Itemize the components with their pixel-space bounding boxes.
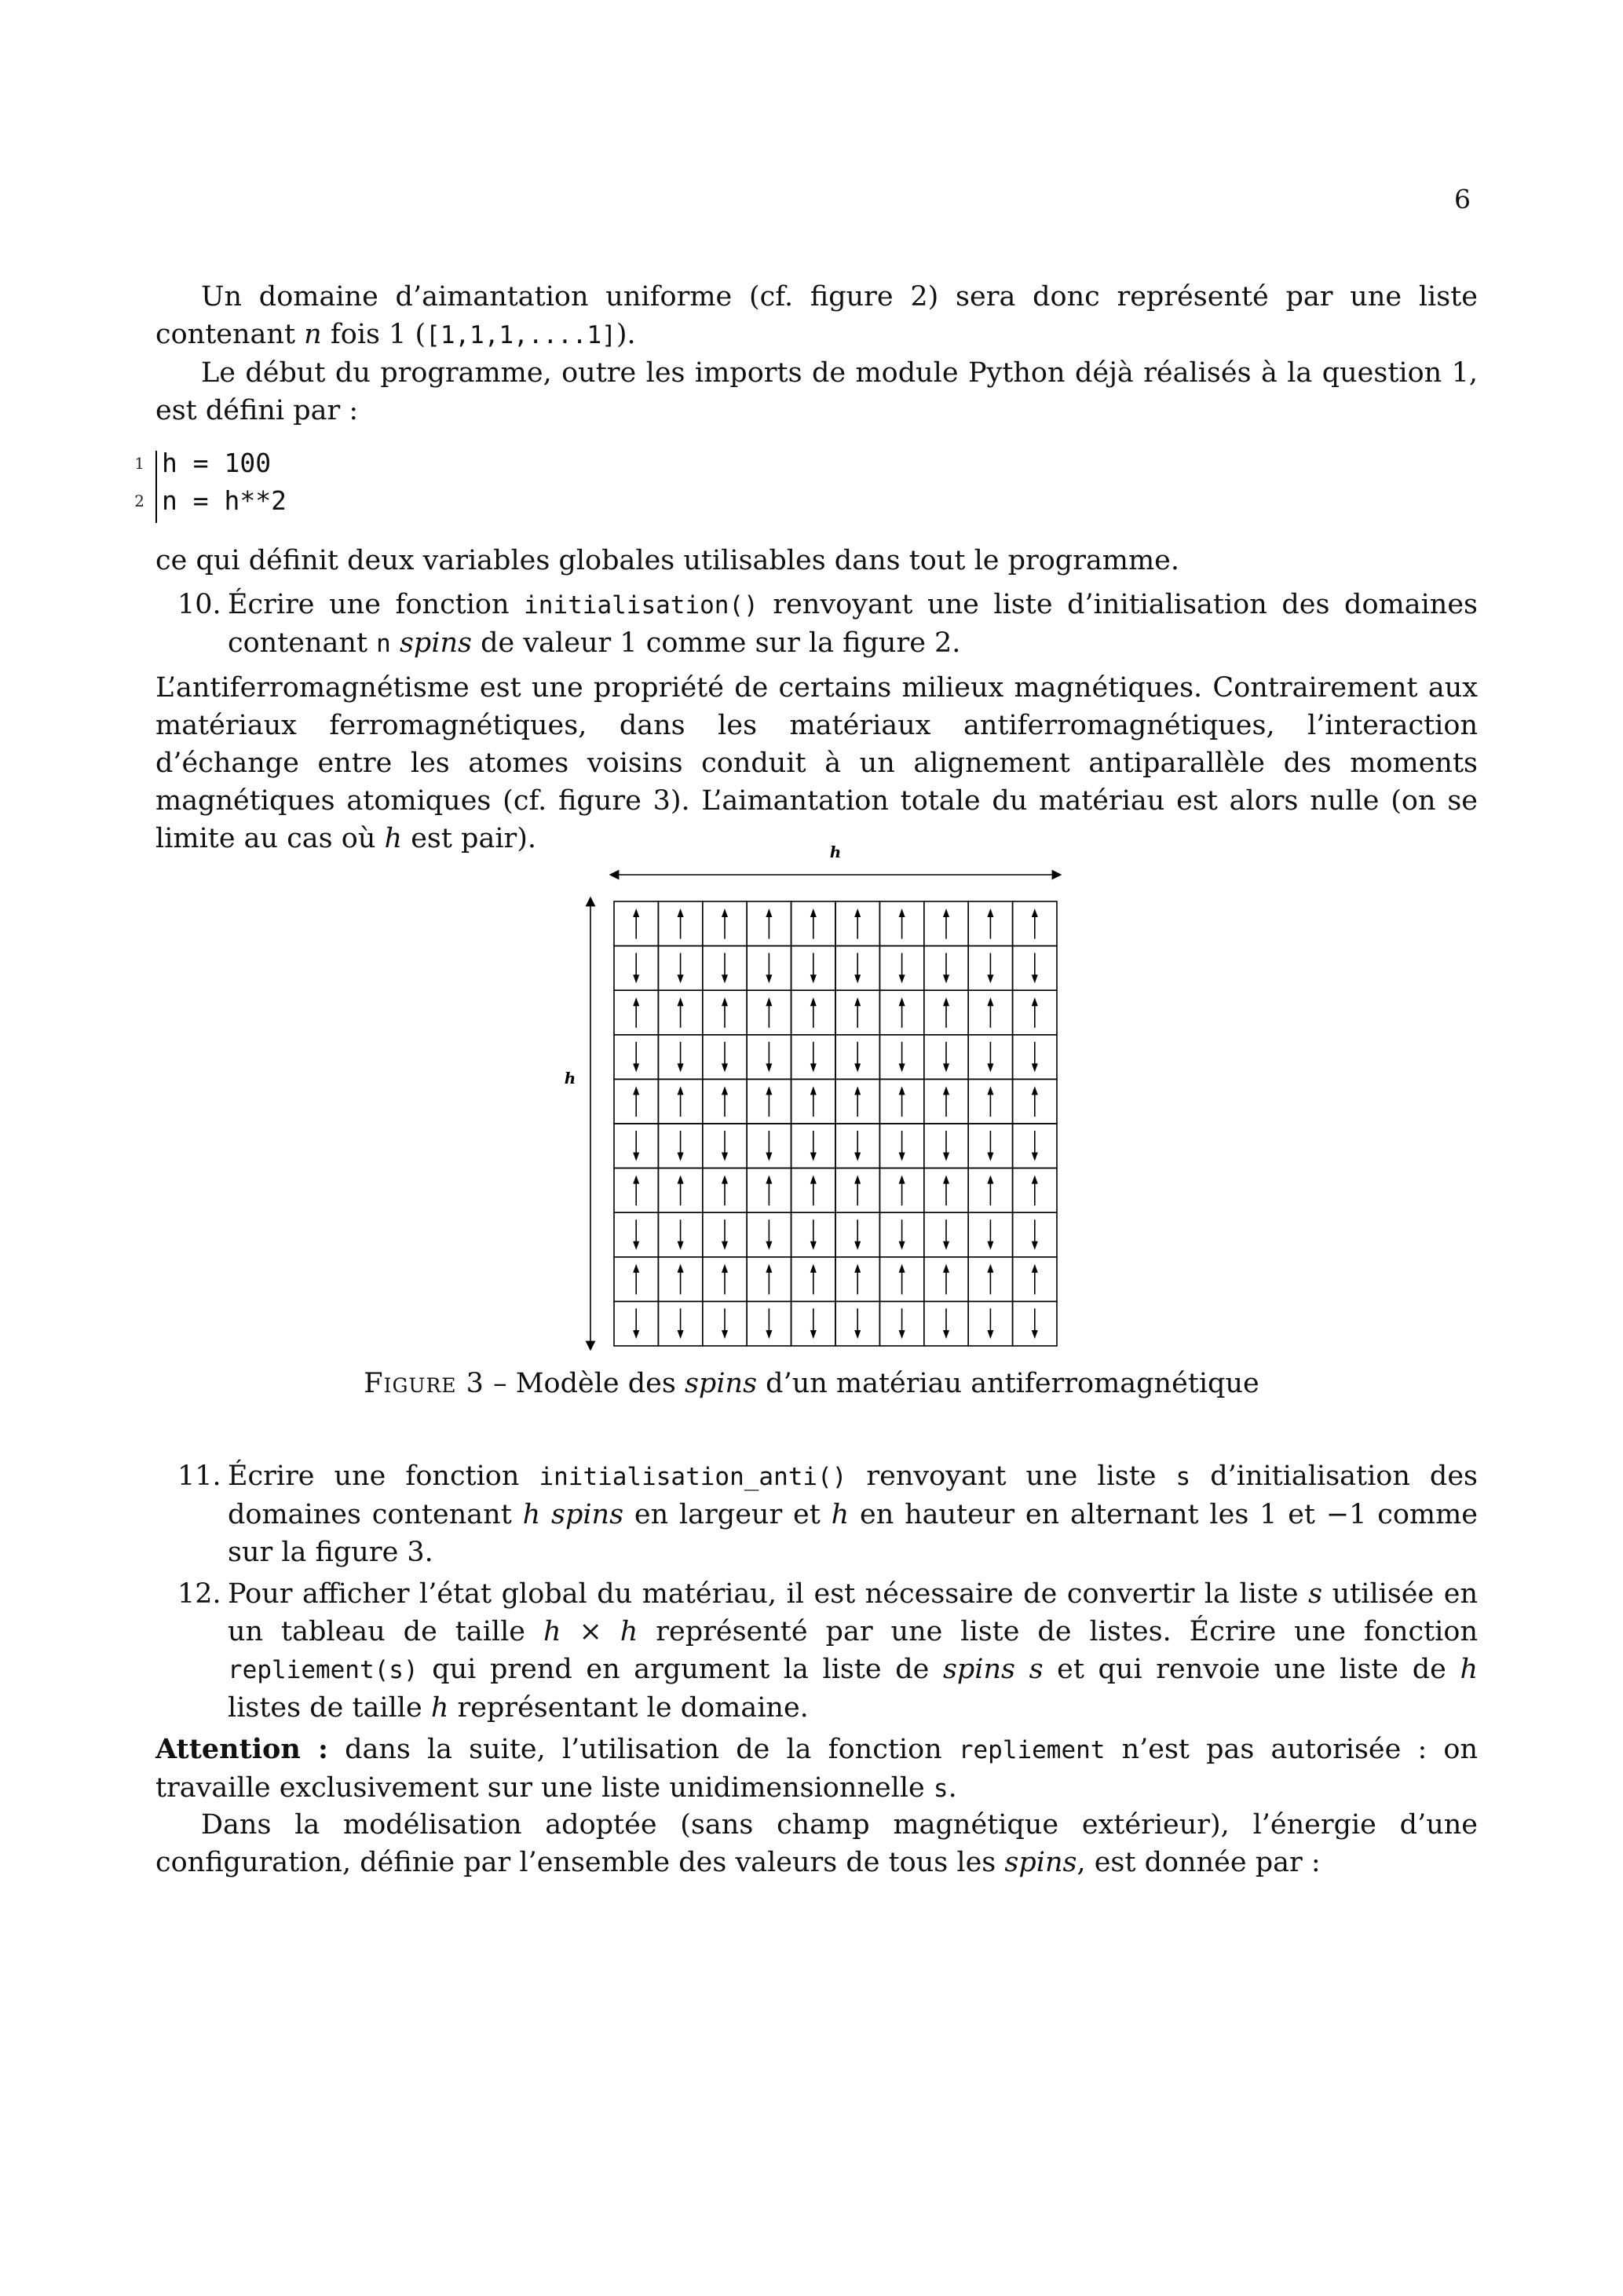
spin-down-arrowhead xyxy=(943,1153,949,1161)
question-10: 10. Écrire une fonction initialisation() renvoyant une liste d’initialisation des domaines contenant n spins de valeur 1 comme sur la figure 2. xyxy=(177,589,1479,659)
spin-down-arrowhead xyxy=(633,1153,639,1161)
spin-down-arrowhead xyxy=(633,1330,639,1339)
spin-up-arrowhead xyxy=(766,1264,772,1273)
spin-up-arrowhead xyxy=(943,997,949,1006)
spin-down-arrowhead xyxy=(810,974,817,983)
spin-up-arrowhead xyxy=(766,909,772,917)
attention-note: Attention : dans la suite, l’utilisation de la fonction repliement n’est pas autorisée : on travaille exclusivement sur une liste unidimensionnelle s. xyxy=(155,1733,1478,1804)
spin-up-arrowhead xyxy=(943,1175,949,1184)
spin-down-arrowhead xyxy=(943,1330,949,1339)
spin-up-arrowhead xyxy=(810,1175,817,1184)
spin-up-arrowhead xyxy=(722,1086,728,1095)
spin-down-arrowhead xyxy=(899,1153,905,1161)
spin-down-arrowhead xyxy=(899,1330,905,1339)
spin-up-arrowhead xyxy=(987,1264,993,1273)
spin-up-arrowhead xyxy=(810,997,817,1006)
paragraph-antiferro: L’antiferromagnétisme est une propriété de certains milieux magnétiques. Contrairement aux matériaux ferromagnétiques, dans les matériaux antiferromagnétiques, l’interaction d’échange entre les atomes voisins conduit à un alignement antiparallèle des moments magnétiques atomiques (cf. figure 3). L’aimantation totale du matériau est alors nulle (on se limite au cas où h est pair). xyxy=(155,672,1478,854)
spin-up-arrowhead xyxy=(943,1264,949,1273)
spin-grid xyxy=(614,901,1057,1346)
spin-up-arrowhead xyxy=(1032,1086,1038,1095)
spin-down-arrowhead xyxy=(899,1241,905,1250)
paragraph-program-start: Le début du programme, outre les imports de module Python déjà réalisés à la question 1, est défini par : xyxy=(155,357,1478,426)
spin-down-arrowhead xyxy=(722,1063,728,1072)
spin-up-arrowhead xyxy=(1032,1264,1038,1273)
paragraph-global-vars: ce qui définit deux variables globales utilisables dans tout le programme. xyxy=(155,545,1180,576)
spin-up-arrowhead xyxy=(633,1264,639,1273)
spin-down-arrowhead xyxy=(766,974,772,983)
spin-down-arrowhead xyxy=(1032,974,1038,983)
spin-grid-diagram xyxy=(550,832,1115,1351)
spin-up-arrowhead xyxy=(854,909,861,917)
spin-up-arrowhead xyxy=(678,1175,684,1184)
spin-up-arrowhead xyxy=(678,997,684,1006)
question-12: 12. Pour afficher l’état global du matériau, il est nécessaire de convertir la liste s utilisée en un tableau de taille h × h représenté par une liste de listes. Écrire une fonction repliement(s) qui prend en argument la liste de spins s et qui renvoie une liste de h listes de taille h représentant le domaine. xyxy=(177,1578,1478,1724)
spin-up-arrowhead xyxy=(722,997,728,1006)
spin-down-arrowhead xyxy=(766,1241,772,1250)
spin-down-arrowhead xyxy=(943,974,949,983)
question-11: 11. Écrire une fonction initialisation_anti() renvoyant une liste s d’initialisation des domaines contenant h spins en largeur et h en hauteur en alternant les 1 et −1 comme sur la figure 3. xyxy=(177,1461,1479,1568)
spin-up-arrowhead xyxy=(987,997,993,1006)
spin-down-arrowhead xyxy=(810,1153,817,1161)
spin-down-arrowhead xyxy=(854,1153,861,1161)
spin-up-arrowhead xyxy=(766,1175,772,1184)
spin-up-arrowhead xyxy=(633,1175,639,1184)
spin-down-arrowhead xyxy=(987,1153,993,1161)
spin-up-arrowhead xyxy=(766,997,772,1006)
spin-down-arrowhead xyxy=(633,1063,639,1072)
spin-down-arrowhead xyxy=(678,1241,684,1250)
spin-up-arrowhead xyxy=(722,1264,728,1273)
spin-up-arrowhead xyxy=(722,1175,728,1184)
spin-down-arrowhead xyxy=(943,1241,949,1250)
figure-3 xyxy=(550,832,1115,1351)
spin-down-arrowhead xyxy=(854,1063,861,1072)
spin-up-arrowhead xyxy=(810,1264,817,1273)
spin-down-arrowhead xyxy=(722,1330,728,1339)
spin-up-arrowhead xyxy=(854,997,861,1006)
spin-up-arrowhead xyxy=(899,1264,905,1273)
page-number: 6 xyxy=(1454,184,1471,214)
spin-down-arrowhead xyxy=(678,1153,684,1161)
spin-down-arrowhead xyxy=(633,1241,639,1250)
spin-up-arrowhead xyxy=(899,1175,905,1184)
spin-up-arrowhead xyxy=(987,1175,993,1184)
spin-up-arrowhead xyxy=(943,1086,949,1095)
spin-down-arrowhead xyxy=(1032,1063,1038,1072)
spin-up-arrowhead xyxy=(633,997,639,1006)
figure-caption: Figure 3 – Modèle des spins d’un matériau antiferromagnétique xyxy=(364,1368,1259,1399)
spin-down-arrowhead xyxy=(987,1063,993,1072)
spin-up-arrowhead xyxy=(899,909,905,917)
spin-down-arrowhead xyxy=(678,1063,684,1072)
spin-up-arrowhead xyxy=(987,909,993,917)
spin-up-arrowhead xyxy=(987,1086,993,1095)
intro-paragraphs xyxy=(155,278,1478,430)
spin-up-arrowhead xyxy=(1032,997,1038,1006)
spin-up-arrowhead xyxy=(722,909,728,917)
spin-up-arrowhead xyxy=(810,909,817,917)
spin-down-arrowhead xyxy=(678,974,684,983)
spin-down-arrowhead xyxy=(1032,1241,1038,1250)
spin-down-arrowhead xyxy=(854,1241,861,1250)
spin-down-arrowhead xyxy=(810,1241,817,1250)
spin-down-arrowhead xyxy=(899,1063,905,1072)
spin-down-arrowhead xyxy=(633,974,639,983)
spin-up-arrowhead xyxy=(854,1264,861,1273)
paragraph-energy: Dans la modélisation adoptée (sans champ magnétique extérieur), l’énergie d’une configuration, définie par l’ensemble des valeurs de tous les spins, est donnée par : xyxy=(155,1809,1478,1878)
spin-down-arrowhead xyxy=(722,1153,728,1161)
spin-down-arrowhead xyxy=(766,1330,772,1339)
spin-down-arrowhead xyxy=(1032,1330,1038,1339)
spin-up-arrowhead xyxy=(1032,1175,1038,1184)
spin-down-arrowhead xyxy=(810,1063,817,1072)
spin-up-arrowhead xyxy=(1032,909,1038,917)
spin-up-arrowhead xyxy=(678,1086,684,1095)
spin-down-arrowhead xyxy=(766,1153,772,1161)
spin-up-arrowhead xyxy=(633,1086,639,1095)
spin-down-arrowhead xyxy=(943,1063,949,1072)
spin-down-arrowhead xyxy=(854,974,861,983)
spin-up-arrowhead xyxy=(854,1175,861,1184)
spin-down-arrowhead xyxy=(766,1063,772,1072)
spin-down-arrowhead xyxy=(854,1330,861,1339)
spin-up-arrowhead xyxy=(678,1264,684,1273)
spin-up-arrowhead xyxy=(854,1086,861,1095)
label-height-h: h xyxy=(564,1069,576,1088)
spin-down-arrowhead xyxy=(722,974,728,983)
spin-down-arrowhead xyxy=(899,974,905,983)
spin-down-arrowhead xyxy=(678,1330,684,1339)
spin-up-arrowhead xyxy=(899,1086,905,1095)
spin-up-arrowhead xyxy=(810,1086,817,1095)
spin-up-arrowhead xyxy=(943,909,949,917)
spin-up-arrowhead xyxy=(678,909,684,917)
spin-down-arrowhead xyxy=(722,1241,728,1250)
spin-down-arrowhead xyxy=(987,1241,993,1250)
spin-up-arrowhead xyxy=(766,1086,772,1095)
spin-up-arrowhead xyxy=(899,997,905,1006)
spin-up-arrowhead xyxy=(633,909,639,917)
spin-down-arrowhead xyxy=(810,1330,817,1339)
spin-down-arrowhead xyxy=(987,1330,993,1339)
paragraph-uniform-domain: Un domaine d’aimantation uniforme (cf. figure 2) sera donc représenté par une liste contenant n fois 1 ([1,1,1,....1]). xyxy=(155,281,1478,350)
label-width-h: h xyxy=(829,843,842,861)
spin-down-arrowhead xyxy=(1032,1153,1038,1161)
spin-down-arrowhead xyxy=(987,974,993,983)
